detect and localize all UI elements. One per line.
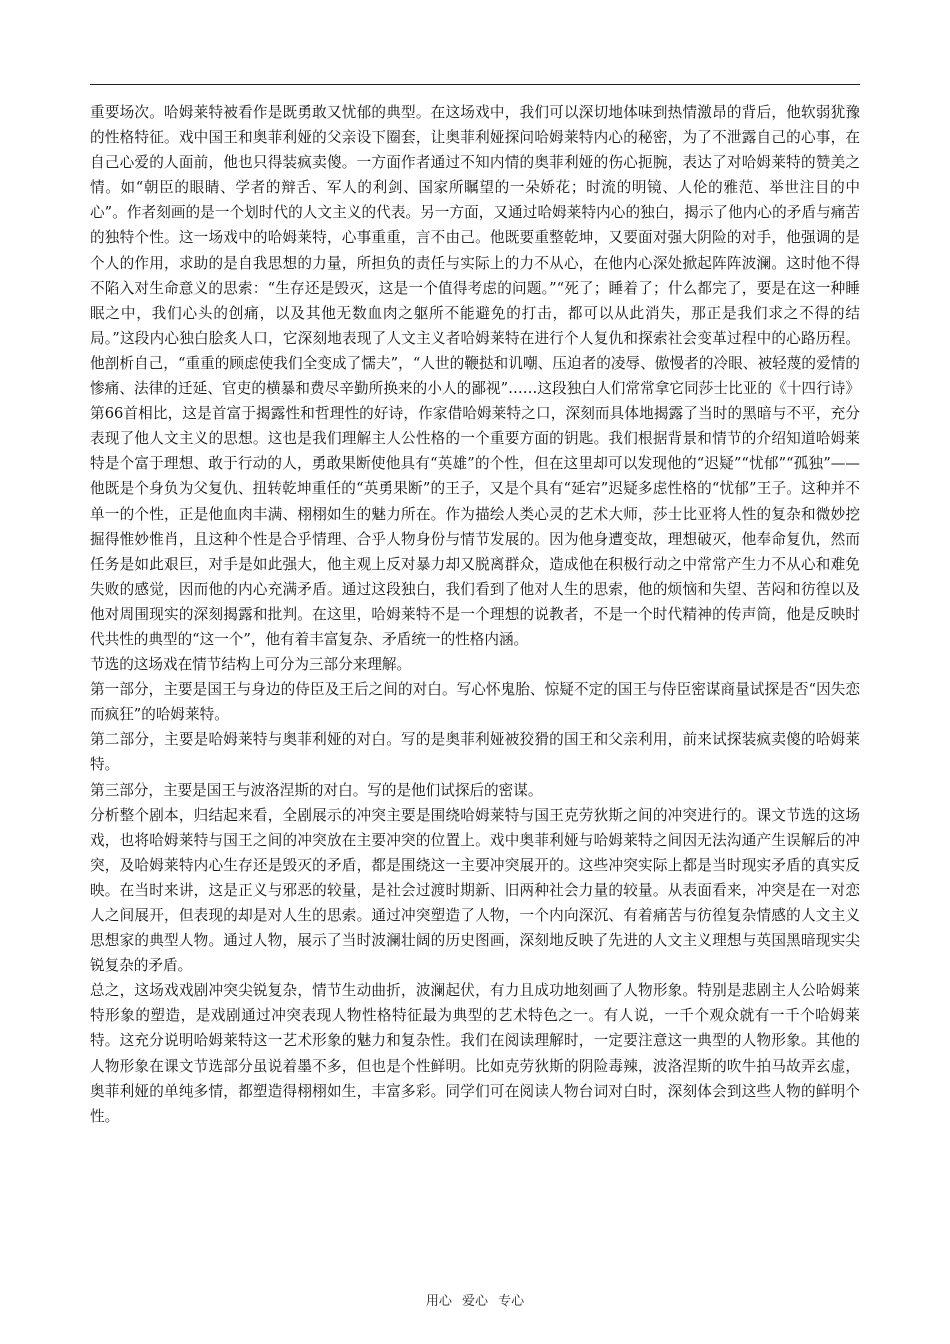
paragraph-structure-intro: 节选的这场戏在情节结构上可分为三部分来理解。 xyxy=(90,656,412,674)
paragraph-part-three: 第三部分，主要是国王与波洛涅斯的对白。写的是他们试探后的密谋。 xyxy=(90,781,543,799)
page-footer: 用心 爱心 专心 xyxy=(425,1294,525,1309)
paragraph-conclusion: 总之，这场戏戏剧冲突尖锐复杂，情节生动曲折，波澜起伏，有力且成功地刻画了人物形象。特别是悲剧主人公哈姆莱特形象的塑造，是戏剧通过冲突表现人物性格特征最为典型的艺术特色之一。有人说，一千个观众就有一千个哈姆莱特。这充分说明哈姆莱特这一艺术形象的魅力和复杂性。我们在阅读理解时，一定要注意这一典型的人物形象。其他的人物形象在课文节选部分虽说着墨不多，但也是个性鲜明。比如克劳狄斯的阴险毒辣，波洛涅斯的吹牛拍马故弄玄虚，奥菲利娅的单纯多情，都塑造得栩栩如生，丰富多彩。同学们可在阅读人物台词对白时，深刻体会到这些人物的鲜明个性。 xyxy=(90,982,860,1125)
paragraph-part-two: 第二部分，主要是哈姆莱特与奥菲利娅的对白。写的是奥菲利娅被狡猾的国王和父亲利用，前来试探装疯卖傻的哈姆莱特。 xyxy=(90,731,860,774)
paragraph-conflict-analysis: 分析整个剧本，归结起来看，全剧展示的冲突主要是围绕哈姆莱特与国王克劳狄斯之间的冲突进行的。课文节选的这场戏，也将哈姆莱特与国王之间的冲突放在主要冲突的位置上。戏中奥菲利娅与哈姆莱特之间因无法沟通产生误解后的冲突，及哈姆莱特内心生存还是毁灭的矛盾，都是围绕这一主要冲突展开的。这些冲突实际上都是当时现实矛盾的真实反映。在当时来讲，这是正义与邪恶的较量，是社会过渡时期新、旧两种社会力量的较量。从表面看来，冲突是在一对恋人之间展开，但表现的却是对人生的思索。通过冲突塑造了人物，一个内向深沉、有着痛苦与彷徨复杂情感的人文主义思想家的典型人物。通过人物，展示了当时波澜壮阔的历史图画，深刻地反映了先进的人文主义理想与英国黑暗现实尖锐复杂的矛盾。 xyxy=(90,806,860,975)
document-body xyxy=(90,100,860,1129)
header-rule xyxy=(90,84,860,85)
paragraph-part-one: 第一部分，主要是国王与身边的侍臣及王后之间的对白。写心怀鬼胎、惊疑不定的国王与侍臣密谋商量试探是否“因失恋而疯狂”的哈姆莱特。 xyxy=(90,681,860,724)
paragraph-character-analysis: 重要场次。哈姆莱特被看作是既勇敢又忧郁的典型。在这场戏中，我们可以深切地体味到热情激昂的背后，他软弱犹豫的性格特征。戏中国王和奥菲利娅的父亲设下圈套，让奥菲利娅探问哈姆莱特内心的秘密，为了不泄露自己的心事，在自己心爱的人面前，他也只得装疯卖傻。一方面作者通过不知内情的奥菲利娅的伤心扼腕，表达了对哈姆莱特的赞美之情。如“朝臣的眼睛、学者的辩舌、军人的利剑、国家所瞩望的一朵娇花；时流的明镜、人伦的雅范、举世注目的中心”。作者刻画的是一个划时代的人文主义的代表。另一方面，又通过哈姆莱特内心的独白，揭示了他内心的矛盾与痛苦的独特个性。这一场戏中的哈姆莱特，心事重重，言不由己。他既要重整乾坤，又要面对强大阴险的对手，他强调的是个人的作用，求助的是自我思想的力量，所担负的责任与实际上的力不从心，在他内心深处掀起阵阵波澜。这时他不得不陷入对生命意义的思索：“生存还是毁灭，这是一个值得考虑的问题。”“死了；睡着了；什么都完了，要是在这一种睡眠之中，我们心头的创痛，以及其他无数血肉之躯所不能避免的打击，都可以从此消失，那正是我们求之不得的结局。”这段内心独白脍炙人口，它深刻地表现了人文主义者哈姆莱特在进行个人复仇和探索社会变革过程中的心路历程。他剖析自己，“重重的顾虑使我们全变成了懦夫”，“人世的鞭挞和讥嘲、压迫者的凌辱、傲慢者的冷眼、被轻蔑的爱情的惨痛、法律的迁延、官吏的横暴和费尽辛勤所换来的小人的鄙视”……这段独白人们常常拿它同莎士比亚的《十四行诗》第66首相比，这是首富于揭露性和哲理性的好诗，作家借哈姆莱特之口，深刻而具体地揭露了当时的黑暗与不平，充分表现了他人文主义的思想。这也是我们理解主人公性格的一个重要方面的钥匙。我们根据背景和情节的介绍知道哈姆莱特是个富于理想、敢于行动的人，勇敢果断使他具有“英雄”的个性，但在这里却可以发现他的“迟疑”“忧郁”“孤独”——他既是个身负为父复仇、扭转乾坤重任的“英勇果断”的王子，又是个具有“延宕”迟疑多虑性格的“忧郁”王子。这种并不单一的个性，正是他血肉丰满、栩栩如生的魅力所在。作为描绘人类心灵的艺术大师，莎士比亚将人性的复杂和微妙挖掘得惟妙惟肖，且这种个性是合乎情理、合乎人物身份与情节发展的。因为他身遭变故，理想破灭，他奉命复仇，然而任务是如此艰巨，对手是如此强大，他主观上反对暴力却又脱离群众，造成他在积极行动之中常常产生力不从心和难免失败的感觉，因而他的内心充满矛盾。通过这段独白，我们看到了他对人生的思索，他的烦恼和失望、苦闷和彷徨以及他对周围现实的深刻揭露和批判。在这里，哈姆莱特不是一个理想的说教者，不是一个时代精神的传声筒，他是反映时代共性的典型的“这一个”，他有着丰富复杂、矛盾统一的性格内涵。 xyxy=(90,104,860,648)
